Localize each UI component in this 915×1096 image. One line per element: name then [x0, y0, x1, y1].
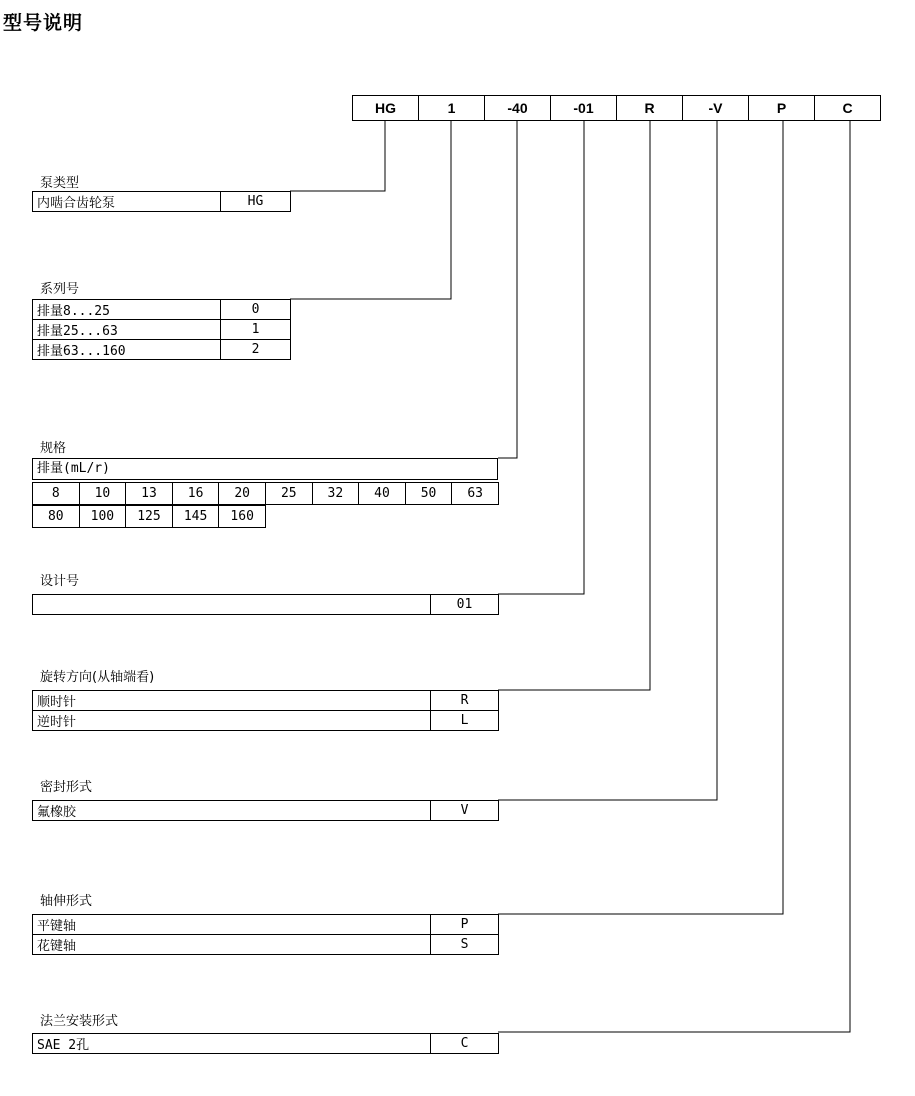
- spec-value: 10: [79, 483, 126, 505]
- spec-value: 125: [126, 506, 173, 528]
- option-code: V: [431, 801, 499, 821]
- flange-table: [32, 1033, 499, 1054]
- option-label: 排量25...63: [33, 320, 221, 340]
- header-code-design: -01: [550, 95, 617, 121]
- page-title: 型号说明: [3, 12, 84, 34]
- series-table: [32, 299, 291, 360]
- connector-seal: [498, 121, 717, 800]
- option-label: 花键轴: [33, 935, 431, 955]
- connector-shaft: [498, 121, 783, 914]
- option-code: S: [431, 935, 499, 955]
- spec-value: 63: [452, 483, 499, 505]
- table-row: [33, 506, 266, 528]
- table-row: [33, 340, 291, 360]
- section-title-design: 设计号: [40, 574, 80, 589]
- spec-value: 32: [312, 483, 359, 505]
- table-row: [33, 711, 499, 731]
- header-code-shaft: P: [748, 95, 815, 121]
- option-label: 平键轴: [33, 915, 431, 935]
- table-row: [33, 595, 499, 615]
- option-code: L: [431, 711, 499, 731]
- connector-series: [290, 121, 451, 299]
- header-code-seal: -V: [682, 95, 749, 121]
- option-label: 排量63...160: [33, 340, 221, 360]
- rotation-table: [32, 690, 499, 731]
- option-code: P: [431, 915, 499, 935]
- section-title-seal: 密封形式: [40, 780, 93, 795]
- spec-values-row-2: [32, 505, 266, 528]
- table-row: [33, 483, 499, 505]
- option-code: 0: [221, 300, 291, 320]
- option-label: 内啮合齿轮泵: [33, 192, 221, 212]
- connector-pump-type: [290, 121, 385, 191]
- spec-value: 25: [265, 483, 312, 505]
- section-title-spec: 规格: [40, 441, 67, 456]
- option-label: 排量8...25: [33, 300, 221, 320]
- section-title-rotation: 旋转方向(从轴端看): [40, 670, 155, 685]
- option-label: 逆时针: [33, 711, 431, 731]
- section-title-shaft: 轴伸形式: [40, 894, 93, 909]
- spec-value: 50: [405, 483, 452, 505]
- spec-value: 160: [219, 506, 266, 528]
- table-row: [33, 320, 291, 340]
- header-code-series: 1: [418, 95, 485, 121]
- table-row: [33, 300, 291, 320]
- spec-header: 排量(mL/r): [32, 458, 498, 480]
- table-row: [33, 915, 499, 935]
- section-title-flange: 法兰安装形式: [40, 1014, 119, 1029]
- spec-values-row-1: [32, 482, 499, 505]
- option-code: 1: [221, 320, 291, 340]
- option-code: HG: [221, 192, 291, 212]
- table-row: [33, 691, 499, 711]
- table-row: [33, 801, 499, 821]
- connector-spec: [498, 121, 517, 458]
- spec-value: 100: [79, 506, 126, 528]
- model-code-header: [352, 95, 881, 121]
- table-row: [33, 935, 499, 955]
- shaft-table: [32, 914, 499, 955]
- spec-value: 8: [33, 483, 80, 505]
- option-label: 氟橡胶: [33, 801, 431, 821]
- section-title-pump-type: 泵类型: [40, 176, 80, 191]
- table-row: [33, 1034, 499, 1054]
- option-code: C: [431, 1034, 499, 1054]
- seal-table: [32, 800, 499, 821]
- connector-rotation: [498, 121, 650, 690]
- spec-value: 40: [359, 483, 406, 505]
- option-label: SAE 2孔: [33, 1034, 431, 1054]
- header-code-rotation: R: [616, 95, 683, 121]
- option-code: 2: [221, 340, 291, 360]
- spec-value: 80: [33, 506, 80, 528]
- spec-value: 145: [172, 506, 219, 528]
- spec-value: 20: [219, 483, 266, 505]
- header-code-hg: HG: [352, 95, 419, 121]
- spec-value: 16: [172, 483, 219, 505]
- connector-flange: [498, 121, 850, 1032]
- option-code: R: [431, 691, 499, 711]
- spec-value: 13: [126, 483, 173, 505]
- pump-type-table: [32, 191, 291, 212]
- header-code-spec: -40: [484, 95, 551, 121]
- option-label: [33, 595, 431, 615]
- table-row: [33, 192, 291, 212]
- option-code: 01: [431, 595, 499, 615]
- header-code-flange: C: [814, 95, 881, 121]
- connector-design: [498, 121, 584, 594]
- option-label: 顺时针: [33, 691, 431, 711]
- design-table: [32, 594, 499, 615]
- section-title-series: 系列号: [40, 282, 80, 297]
